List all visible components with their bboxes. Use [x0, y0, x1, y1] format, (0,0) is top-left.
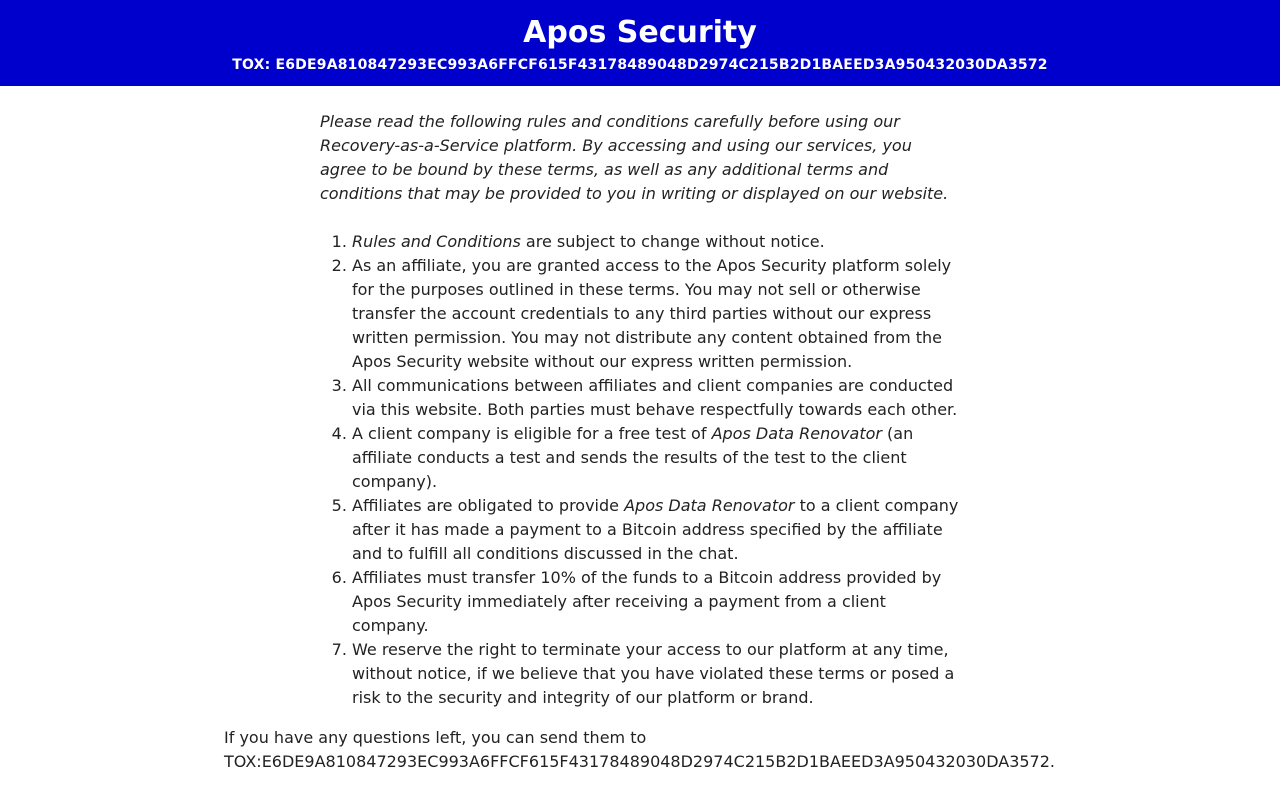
rule-4-emphasis: Apos Data Renovator — [711, 424, 882, 443]
rule-4-pre: A client company is eligible for a free test of — [352, 424, 712, 443]
page-header — [0, 0, 1280, 86]
header-tox-id: TOX: E6DE9A810847293EC993A6FFCF615F43178489048D2974C215B2D1BAEED3A950432030DA3572 — [232, 57, 1048, 73]
intro-paragraph: Please read the following rules and conditions carefully before using our Recovery-as-a-Service platform. By accessing and using our services, you agree to be bound by these terms, as well as any additional terms and conditions that may be provided to you in writing or displayed on our website. — [320, 112, 949, 203]
rule-item-2 — [352, 254, 960, 374]
rule-5-emphasis: Apos Data Renovator — [624, 496, 795, 515]
rule-item-3 — [352, 374, 960, 422]
rule-7-text: We reserve the right to terminate your access to our platform at any time, without notice, if we believe that you have violated these terms or posed a risk to the security and integrity of our platform or brand. — [352, 640, 955, 707]
rule-6-text: Affiliates must transfer 10% of the funds to a Bitcoin address provided by Apos Security immediately after receiving a payment from a client company. — [352, 568, 942, 635]
rule-3-text: All communications between affiliates and client companies are conducted via this website. Both parties must behave respectfully towards each other. — [352, 376, 958, 419]
rules-list — [320, 230, 960, 710]
rule-4-post: (an affiliate conducts a test and sends the results of the test to the client company). — [352, 424, 914, 491]
rule-item-1 — [352, 230, 960, 254]
rule-item-6 — [352, 566, 960, 638]
footer-tox-id: TOX:E6DE9A810847293EC993A6FFCF615F43178489048D2974C215B2D1BAEED3A950432030DA3572. — [224, 752, 1055, 771]
rule-item-4 — [352, 422, 960, 494]
rule-1-text: are subject to change without notice. — [520, 232, 825, 251]
rule-item-7 — [352, 638, 960, 710]
rule-1-emphasis: Rules and Conditions — [352, 232, 521, 251]
rule-item-5 — [352, 494, 960, 566]
footer-question-text: If you have any questions left, you can send them to — [224, 728, 647, 747]
rule-5-pre: Affiliates are obligated to provide — [352, 496, 625, 515]
rule-2-text: As an affiliate, you are granted access to the Apos Security platform solely for the purposes outlined in these terms. You may not sell or otherwise transfer the account credentials to any third parties without our express written permission. You may not distribute any content obtained from the Apos Security website without our express written permission. — [352, 256, 952, 371]
rule-5-post: to a client company after it has made a payment to a Bitcoin address specified by the affiliate and to fulfill all conditions discussed in the chat. — [352, 496, 959, 563]
contact-footer — [224, 726, 1056, 774]
page-title: Apos Security — [523, 15, 757, 50]
terms-content — [320, 86, 960, 710]
